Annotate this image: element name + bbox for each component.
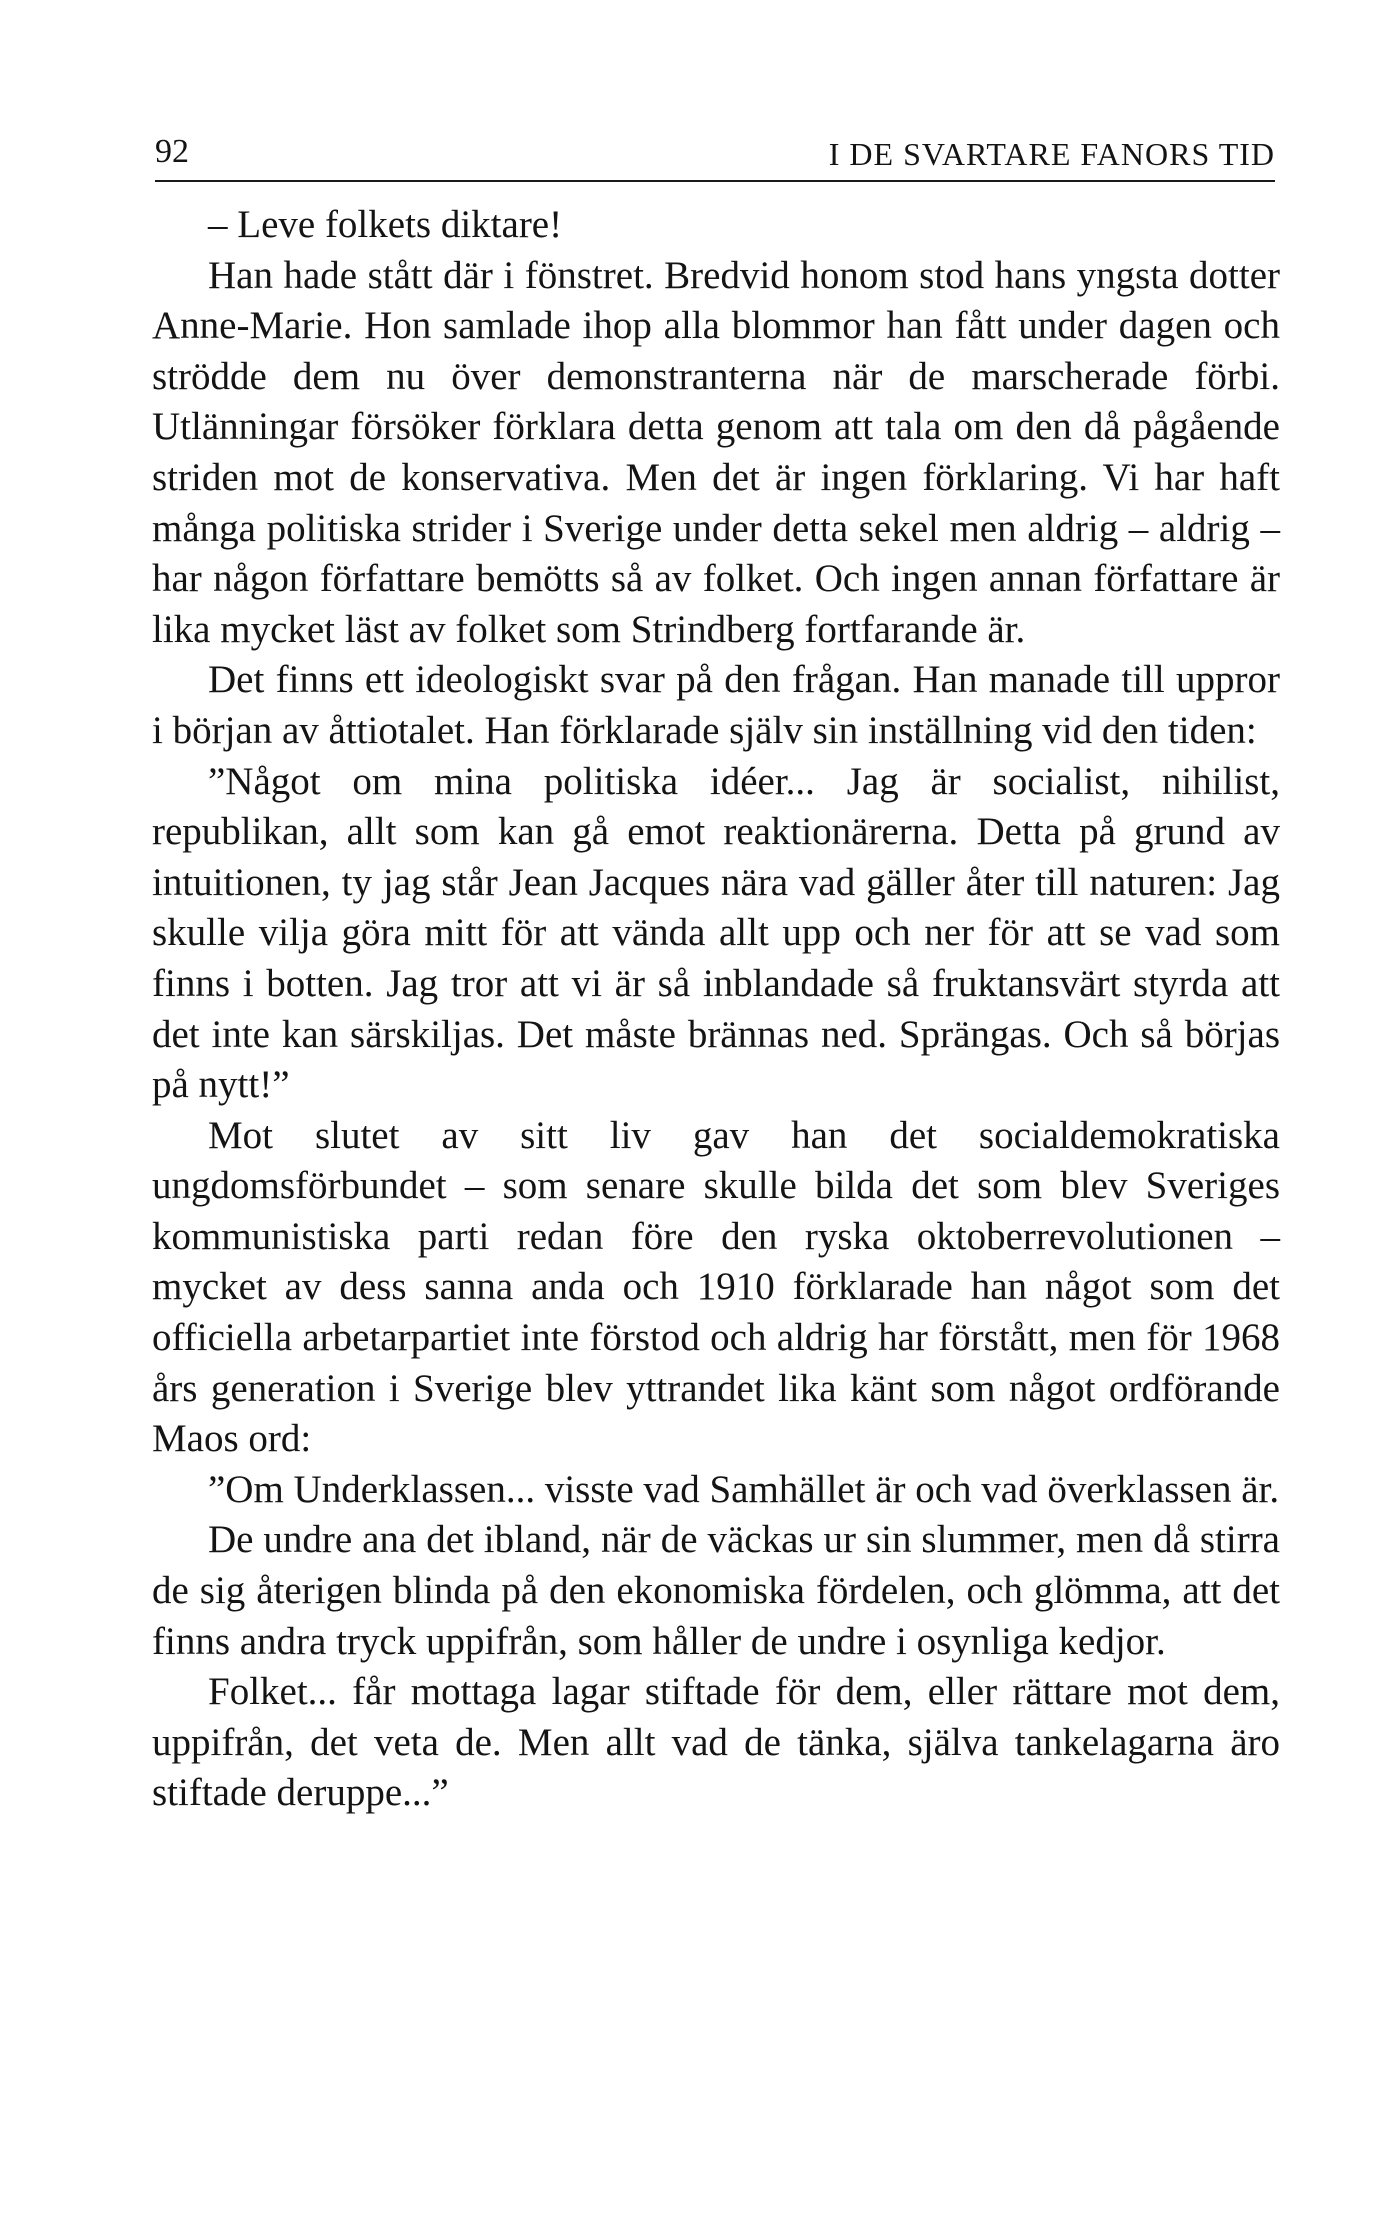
running-head: I DE SVARTARE FANORS TID: [828, 136, 1275, 172]
page-header: [155, 128, 1275, 182]
body-text: [152, 200, 1280, 1819]
quote-paragraph: De undre ana det ibland, när de väckas ur sin slummer, men då stirra de sig återigen blinda på den ekonomiska fördelen, och glömma, att det finns andra tryck uppifrån, som håller de undre i osynliga kedjor.: [152, 1518, 1280, 1663]
quote-paragraph: ”Om Underklassen... visste vad Samhället är och vad överklassen är.: [208, 1467, 1280, 1511]
paragraph: Han hade stått där i fönstret. Bredvid honom stod hans yngsta dotter Anne-Marie. Hon samlade ihop alla blommor han fått under dagen och strödde dem nu över demonstranterna när de marscherade förbi. Utlänningar försöker förklara detta genom att tala om den då pågående striden mot de konservativa. Men det är ingen förklaring. Vi har haft många politiska strider i Sverige under detta sekel men aldrig – aldrig – har någon författare bemötts så av folket. Och ingen annan författare är lika mycket läst av folket som Strindberg fortfarande är.: [152, 253, 1280, 651]
quote-paragraph: ”Något om mina politiska idéer... Jag är socialist, nihilist, republikan, allt som kan gå emot reaktionärerna. Detta på grund av intuitionen, ty jag står Jean Jacques nära vad gäller åter till naturen: Jag skulle vilja göra mitt för att vända allt upp och ner för att se vad som finns i botten. Jag tror att vi är så inblandade så fruktansvärt styrda att det inte kan särskiljas. Det måste brännas ned. Sprängas. Och så börjas på nytt!”: [152, 759, 1280, 1107]
paragraph: Mot slutet av sitt liv gav han det socialdemokratiska ungdomsförbundet – som senare skulle bilda det som blev Sveriges kommunistiska parti redan före den ryska oktoberrevolutionen – mycket av dess sanna anda och 1910 förklarade han något som det officiella arbetarpartiet inte förstod och aldrig har förstått, men för 1968 års generation i Sverige blev yttrandet lika känt som något ordförande Maos ord:: [152, 1113, 1280, 1461]
page-number: 92: [155, 133, 189, 170]
paragraph: – Leve folkets diktare!: [208, 203, 563, 246]
quote-paragraph: Folket... får mottaga lagar stiftade för dem, eller rättare mot dem, uppifrån, det veta de. Men allt vad de tänka, själva tankelagarna äro stiftade deruppe...”: [152, 1670, 1280, 1815]
paragraph: Det finns ett ideologiskt svar på den frågan. Han manade till uppror i början av åttiotalet. Han förklarade själv sin inställning vid den tiden:: [152, 658, 1280, 752]
